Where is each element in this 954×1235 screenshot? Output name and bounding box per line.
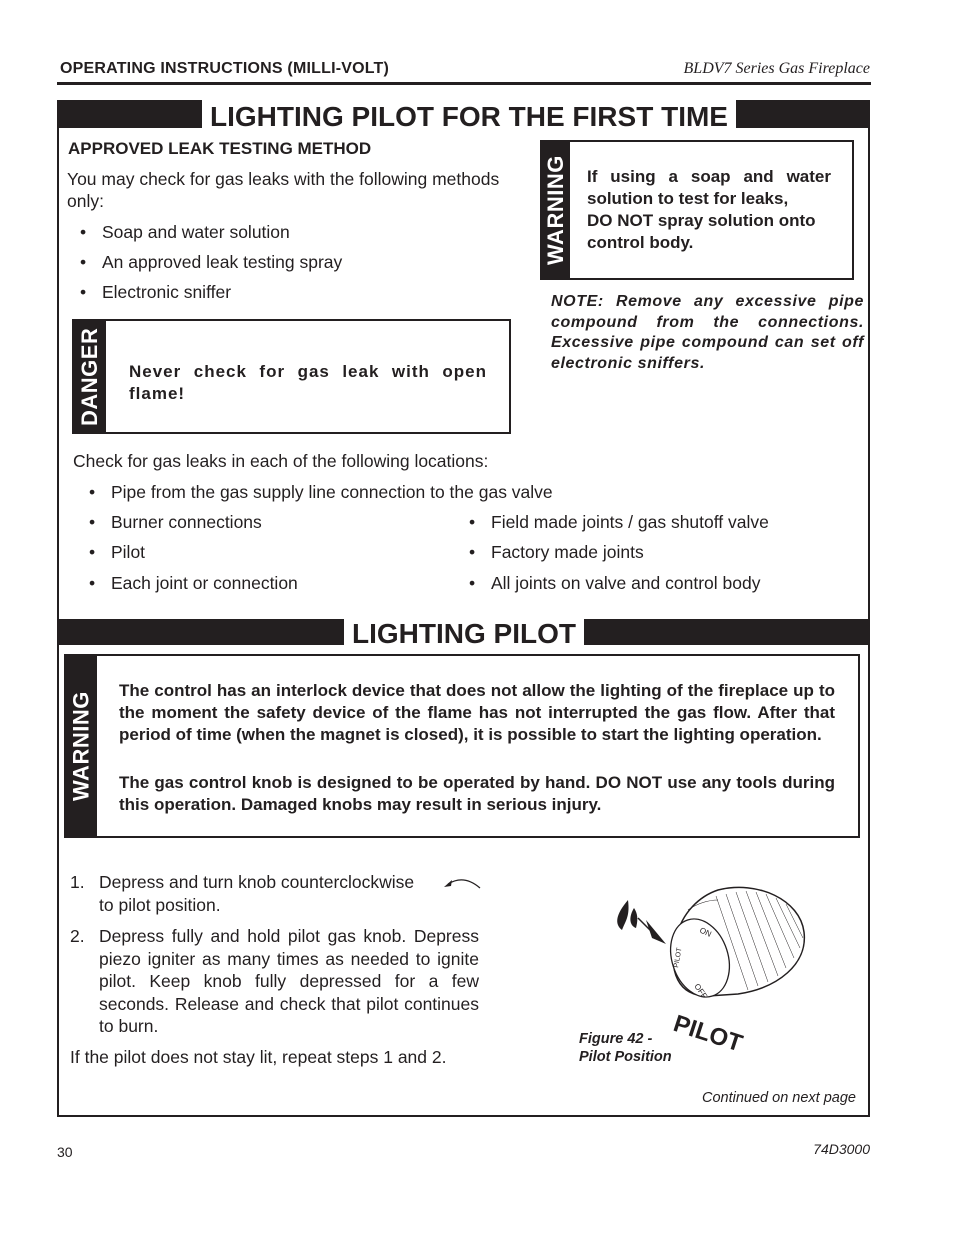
location-item: • Pilot xyxy=(89,541,145,563)
leak-test-intro: You may check for gas leaks with the following methods only: xyxy=(67,169,500,211)
interlock-warning-para2: The gas control knob is designed to be operated by hand. DO NOT use any tools during this operation. Damaged knobs may result in serious injury. xyxy=(119,773,835,814)
counterclockwise-arrow-icon xyxy=(442,876,482,890)
location-item: • All joints on valve and control body xyxy=(469,572,760,594)
section2-title: LIGHTING PILOT xyxy=(344,617,584,651)
step-2-text: Depress fully and hold pilot gas knob. Depress piezo igniter as many times as needed to ignite pilot. Keep knob fully depressed for a few seconds. Release and check that pilot continues to burn. xyxy=(99,926,479,1036)
step-1-text xyxy=(99,871,479,916)
pipe-compound-note: NOTE: Remove any excessive pipe compound from the connections. Excessive pipe compound can set off electronic sniffers. xyxy=(551,293,864,372)
leak-method-item: • Electronic sniffer xyxy=(80,281,231,303)
location-item: • Field made joints / gas shutoff valve xyxy=(469,511,769,533)
location-item: • Factory made joints xyxy=(469,541,644,563)
figure-caption-line1: Figure 42 - xyxy=(579,1031,653,1047)
pilot-big-label: PILOT xyxy=(670,1010,746,1058)
header-rule xyxy=(57,82,871,85)
knob-off-label: OFF xyxy=(692,981,709,1001)
danger-box xyxy=(72,319,511,434)
warning-soap-line1: If using a soap and water solution to test for leaks, xyxy=(587,167,831,208)
knob-pilot-label: PILOT xyxy=(673,947,684,969)
step-1-text-line1: Depress and turn knob counterclockwise xyxy=(99,872,415,892)
document-code: 74D3000 xyxy=(813,1141,870,1157)
figure-caption-line2: Pilot Position xyxy=(579,1049,672,1065)
arrow-pointer-icon xyxy=(646,920,666,944)
continued-note: Continued on next page xyxy=(702,1090,856,1106)
product-name: BLDV7 Series Gas Fireplace xyxy=(683,60,870,77)
figure-caption xyxy=(579,1030,672,1066)
warning-label: WARNING xyxy=(542,142,570,278)
gas-control-knob xyxy=(661,887,804,1004)
section1-title: LIGHTING PILOT FOR THE FIRST TIME xyxy=(202,100,736,134)
leak-method-item: • An approved leak testing spray xyxy=(80,251,342,273)
warning-soap-line2: DO NOT spray solution onto control body. xyxy=(587,211,816,252)
section-header: OPERATING INSTRUCTIONS (MILLI-VOLT) xyxy=(60,60,390,77)
danger-label: DANGER xyxy=(74,321,106,432)
flame-icon xyxy=(617,900,637,930)
warning-label: WARNING xyxy=(66,656,97,836)
location-item: • Pipe from the gas supply line connection to the gas valve xyxy=(89,481,553,503)
step-number: 1. xyxy=(70,872,85,892)
interlock-warning-para1: The control has an interlock device that does not allow the lighting of the fireplace up to the moment the safety device of the flame has not interrupted the gas flow. After that period of time (when the magnet is closed), it is possible to start the lighting operation. xyxy=(119,681,835,744)
location-item: • Burner connections xyxy=(89,511,262,533)
step-number: 2. xyxy=(70,926,85,946)
danger-text: Never check for gas leak with open flame! xyxy=(129,362,487,403)
step-1-text-line2: to pilot position. xyxy=(99,894,221,915)
leak-method-item: • Soap and water solution xyxy=(80,221,290,243)
page-number: 30 xyxy=(57,1144,73,1160)
warning-box-soap xyxy=(540,140,854,280)
knob-on-label: ON xyxy=(698,925,713,939)
retry-instruction: If the pilot does not stay lit, repeat steps 1 and 2. xyxy=(70,1047,447,1067)
location-item: • Each joint or connection xyxy=(89,572,298,594)
warning-box-interlock xyxy=(64,654,860,838)
leak-test-heading: APPROVED LEAK TESTING METHOD xyxy=(68,139,372,158)
locations-intro: Check for gas leaks in each of the following locations: xyxy=(73,451,489,471)
